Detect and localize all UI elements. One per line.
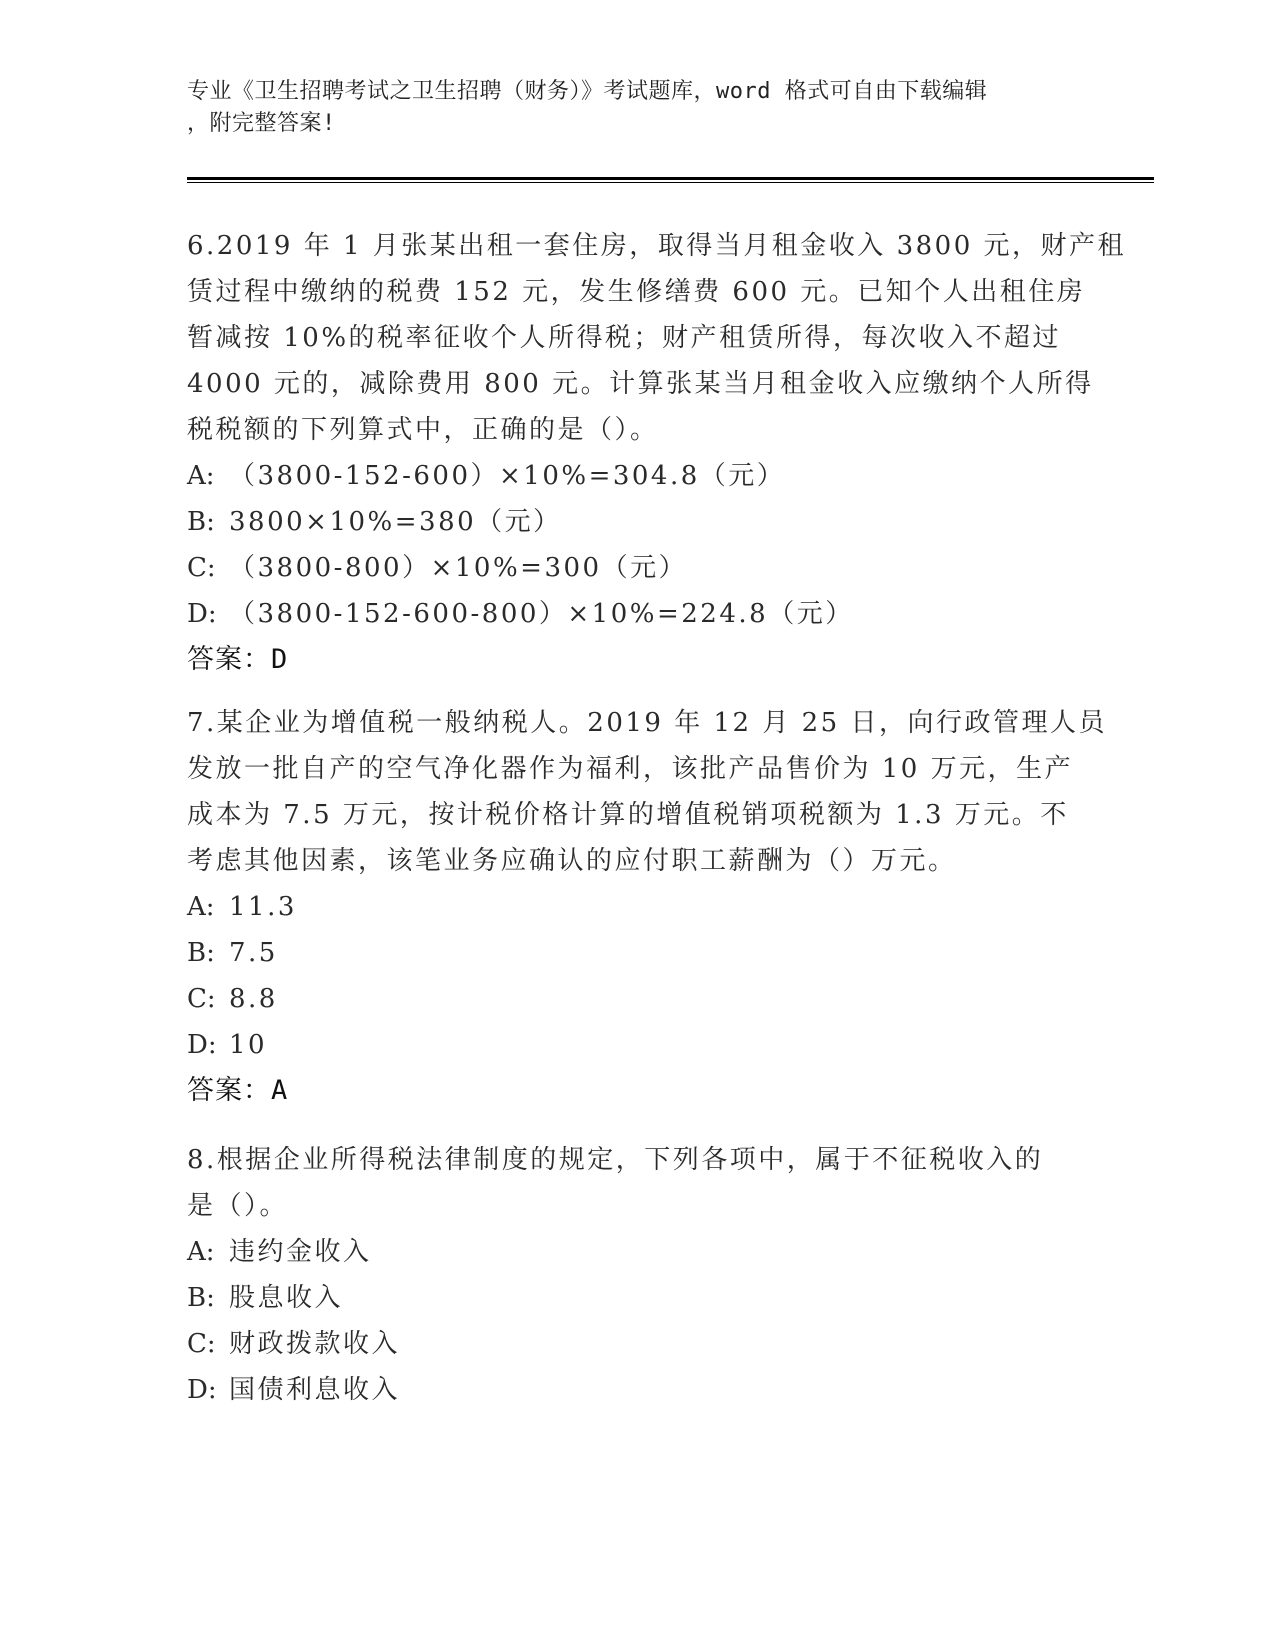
option-text: 3800×10%=380（元） xyxy=(229,507,562,537)
answer-line xyxy=(187,637,1087,683)
option-text: 股息收入 xyxy=(229,1283,344,1313)
option-b xyxy=(187,1275,1087,1321)
question-stem-line: 暂减按 10%的税率征收个人所得税；财产租赁所得，每次收入不超过 xyxy=(187,323,1062,353)
option-a xyxy=(187,453,1087,499)
option-letter: C: xyxy=(187,984,216,1014)
option-text: 11.3 xyxy=(229,892,297,922)
option-text: 国债利息收入 xyxy=(229,1375,401,1405)
option-a xyxy=(187,884,1087,930)
question-stem-line: 考虑其他因素，该笔业务应确认的应付职工薪酬为（）万元。 xyxy=(187,846,957,876)
answer-label: 答案： xyxy=(187,644,271,675)
question-7 xyxy=(187,700,1107,1114)
question-stem-line: 6.2019 年 1 月张某出租一套住房，取得当月租金收入 3800 元，财产租 xyxy=(187,231,1127,261)
option-text: 10 xyxy=(229,1030,268,1060)
answer-line xyxy=(187,1068,1087,1114)
question-6 xyxy=(187,223,1127,683)
option-letter: B: xyxy=(187,507,215,537)
option-letter: D: xyxy=(187,1375,217,1405)
option-letter: A: xyxy=(187,892,215,922)
question-stem-line: 发放一批自产的空气净化器作为福利，该批产品售价为 10 万元，生产 xyxy=(187,754,1074,784)
question-stem-line: 7.某企业为增值税一般纳税人。2019 年 12 月 25 日，向行政管理人员 xyxy=(187,708,1107,738)
option-text: 8.8 xyxy=(229,984,278,1014)
option-d xyxy=(187,1022,1087,1068)
question-stem-line: 赁过程中缴纳的税费 152 元，发生修缮费 600 元。已知个人出租住房 xyxy=(187,277,1086,307)
question-stem-line: 税税额的下列算式中，正确的是（）。 xyxy=(187,415,659,445)
option-b xyxy=(187,930,1087,976)
option-letter: A: xyxy=(187,1237,215,1267)
question-stem-line: 成本为 7.5 万元，按计税价格计算的增值税销项税额为 1.3 万元。不 xyxy=(187,800,1069,830)
header-title-line-2: ，附完整答案! xyxy=(187,111,336,136)
option-text: 财政拨款收入 xyxy=(229,1329,401,1359)
option-d xyxy=(187,591,1087,637)
option-letter: A: xyxy=(187,461,215,491)
answer-value: D xyxy=(271,644,289,675)
option-c xyxy=(187,976,1087,1022)
header-title-line-1: 专业《卫生招聘考试之卫生招聘（财务）》考试题库，word 格式可自由下载编辑 xyxy=(187,79,988,104)
question-stem-line: 4000 元的，减除费用 800 元。计算张某当月租金收入应缴纳个人所得 xyxy=(187,369,1094,399)
option-text: （3800-152-600-800）×10%=224.8（元） xyxy=(229,599,854,629)
option-text: （3800-800）×10%=300（元） xyxy=(229,553,688,583)
option-a xyxy=(187,1229,1087,1275)
option-d xyxy=(187,1367,1087,1413)
header-divider-thin xyxy=(187,182,1154,183)
answer-value: A xyxy=(271,1075,289,1106)
question-stem-line: 8.根据企业所得税法律制度的规定，下列各项中，属于不征税收入的 xyxy=(187,1145,1044,1175)
document-header xyxy=(187,76,1087,140)
option-letter: B: xyxy=(187,1283,215,1313)
answer-label: 答案： xyxy=(187,1075,271,1106)
option-text: （3800-152-600）×10%=304.8（元） xyxy=(229,461,786,491)
question-stem-line: 是（）。 xyxy=(187,1191,289,1221)
option-c xyxy=(187,545,1087,591)
option-b xyxy=(187,499,1087,545)
option-letter: C: xyxy=(187,1329,216,1359)
header-divider-thick xyxy=(187,177,1154,180)
question-8 xyxy=(187,1137,1087,1413)
option-c xyxy=(187,1321,1087,1367)
option-text: 7.5 xyxy=(229,938,278,968)
option-letter: D: xyxy=(187,599,217,629)
option-text: 违约金收入 xyxy=(229,1237,372,1267)
option-letter: D: xyxy=(187,1030,217,1060)
option-letter: B: xyxy=(187,938,215,968)
option-letter: C: xyxy=(187,553,216,583)
